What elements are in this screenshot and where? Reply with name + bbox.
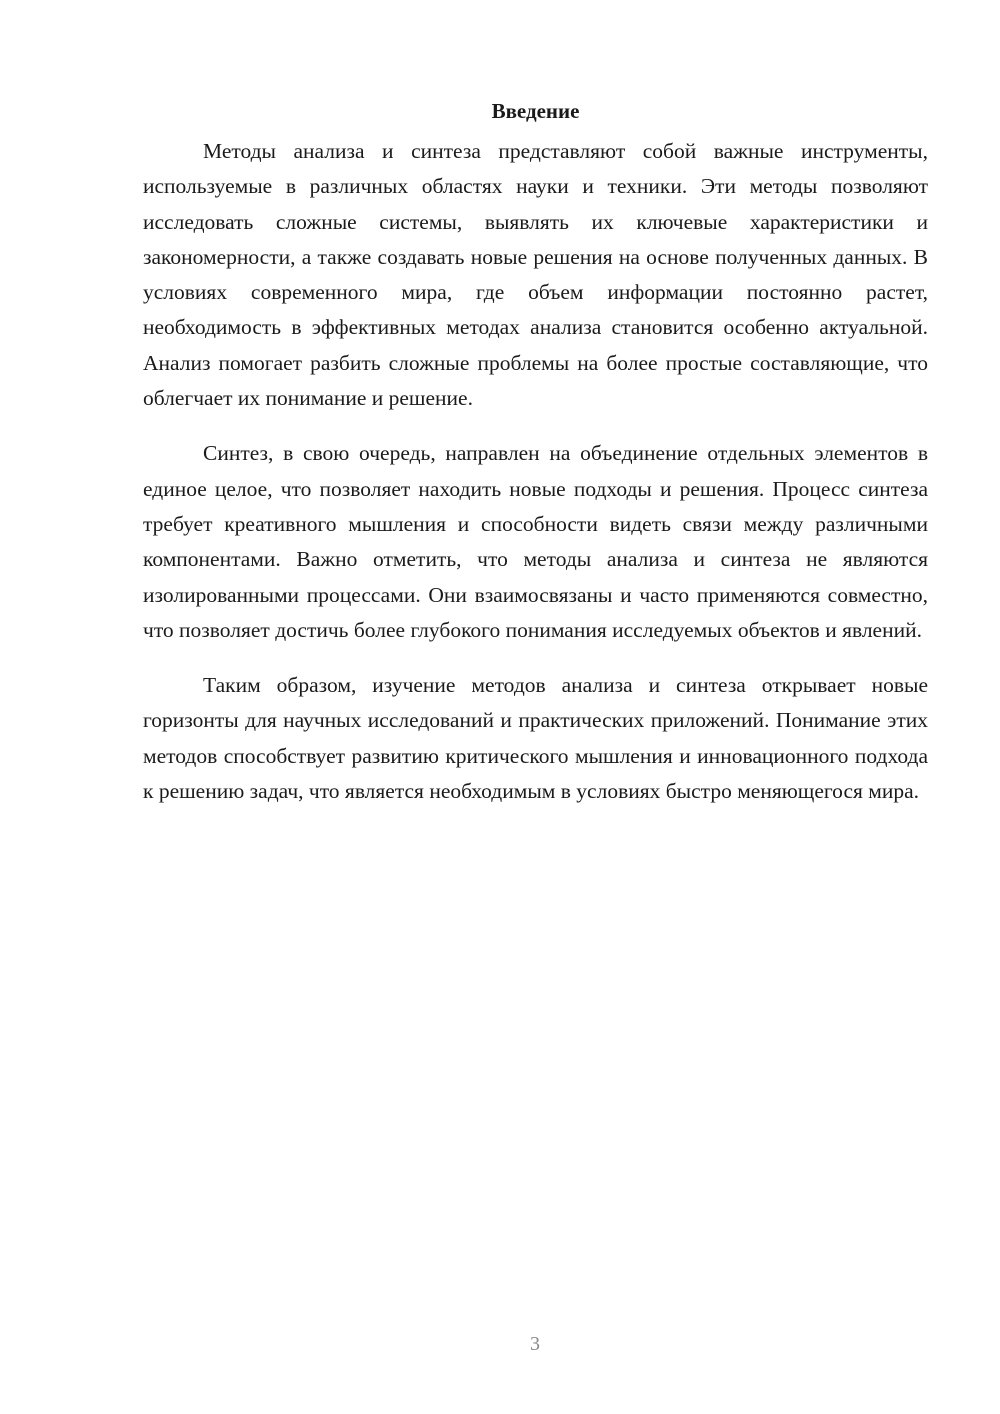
paragraph-1: Методы анализа и синтеза представляют собой важные инструменты, используемые в различных областях науки и техники. Эти методы позволяют исследовать сложные системы, выявлять их ключевые характеристики и закономерности, а также создавать новые решения на основе полученных данных. В условиях современного мира, где объем информации постоянно растет, необходимость в эффективных методах анализа становится особенно актуальной. Анализ помогает разбить сложные проблемы на более простые составляющие, что облегчает их понимание и решение. <box>143 139 928 411</box>
page-title: Введение <box>491 99 580 123</box>
paragraph-3: Таким образом, изучение методов анализа и синтеза открывает новые горизонты для научных исследований и практических приложений. Понимание этих методов способствует развитию критического мышления и инновационного подхода к решению задач, что является необходимым в условиях быстро меняющегося мира. <box>143 673 928 804</box>
page-content <box>143 96 928 829</box>
page-number: 3 <box>530 1333 540 1355</box>
paragraph-2: Синтез, в свою очередь, направлен на объединение отдельных элементов в единое целое, что позволяет находить новые подходы и решения. Процесс синтеза требует креативного мышления и способности видеть связи между различными компонентами. Важно отметить, что методы анализа и синтеза не являются изолированными процессами. Они взаимосвязаны и часто применяются совместно, что позволяет достичь более глубокого понимания исследуемых объектов и явлений. <box>143 441 928 642</box>
